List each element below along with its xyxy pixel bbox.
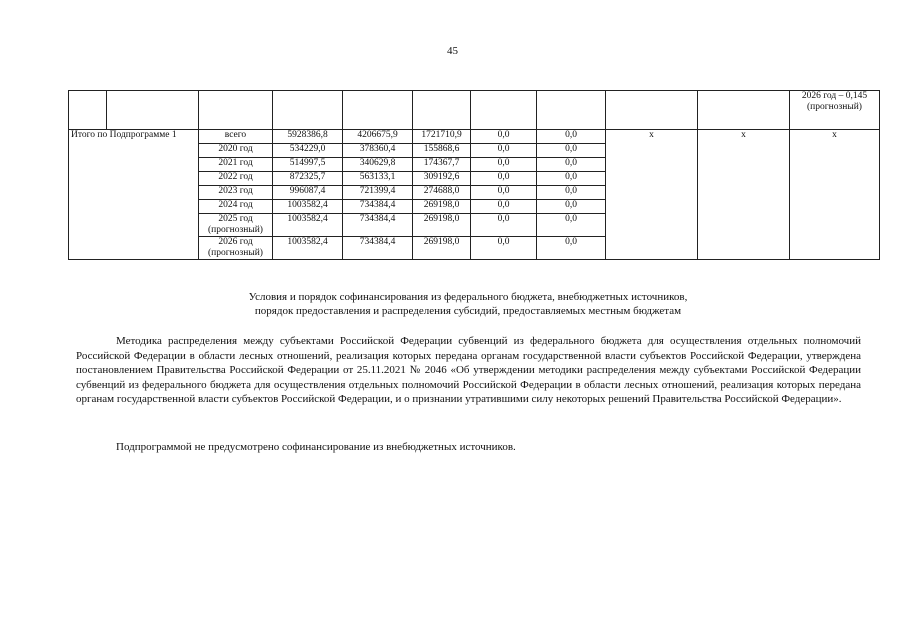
- value-cell: 174367,7: [413, 158, 471, 172]
- value-cell: 514997,5: [273, 158, 343, 172]
- period-cell: 2022 год: [199, 172, 273, 186]
- header-note-cell: 2026 год – 0,145 (прогнозный): [790, 91, 880, 130]
- section-heading: [68, 290, 868, 318]
- value-cell: 0,0: [537, 130, 606, 144]
- cofinancing-paragraph: Подпрограммой не предусмотрено софинансирование из внебюджетных источников.: [116, 441, 516, 453]
- value-cell: 0,0: [471, 172, 537, 186]
- value-cell: 0,0: [471, 214, 537, 237]
- period-cell: всего: [199, 130, 273, 144]
- section-heading-line: Условия и порядок софинансирования из федерального бюджета, внебюджетных источников,: [248, 291, 688, 303]
- value-cell: 0,0: [471, 130, 537, 144]
- methodology-paragraph: Методика распределения между субъектами Российской Федерации субвенций из федерального бюджета для осуществления отдельных полномочий Российской Федерации в области лесных отношений, реализация которых передана органам государственной власти субъектов Российской Федерации, утверждена постановлением Правительства Российской Федерации от 25.11.2021 № 2046 «Об утверждении методики распределения между субъектами Российской Федерации субвенций из федерального бюджета для осуществления отдельных полномочий Российской Федерации в области лесных отношений, реализация которых передана органам государственной власти субъектов Российской Федерации, и о признании утратившими силу некоторых решений Правительства Российской Федерации».: [76, 335, 861, 405]
- table-row: [69, 130, 880, 144]
- value-cell: 0,0: [537, 237, 606, 260]
- page-number: 45: [447, 45, 458, 57]
- value-cell: 734384,4: [343, 200, 413, 214]
- value-cell: 378360,4: [343, 144, 413, 158]
- period-cell: 2026 год (прогнозный): [199, 237, 273, 260]
- period-cell: 2023 год: [199, 186, 273, 200]
- value-cell: 1003582,4: [273, 237, 343, 260]
- period-cell: 2025 год (прогнозный): [199, 214, 273, 237]
- value-cell: 269198,0: [413, 237, 471, 260]
- value-cell: 734384,4: [343, 237, 413, 260]
- value-cell: 0,0: [537, 200, 606, 214]
- value-cell: 155868,6: [413, 144, 471, 158]
- value-cell: 1003582,4: [273, 214, 343, 237]
- budget-table: [68, 90, 880, 260]
- value-cell: 269198,0: [413, 200, 471, 214]
- value-cell: 5928386,8: [273, 130, 343, 144]
- value-cell: 0,0: [537, 172, 606, 186]
- section-heading-line: порядок предоставления и распределения субсидий, предоставляемых местным бюджетам: [254, 305, 682, 317]
- value-cell: 0,0: [471, 200, 537, 214]
- value-cell: 563133,1: [343, 172, 413, 186]
- value-cell: 340629,8: [343, 158, 413, 172]
- value-cell: 0,0: [537, 214, 606, 237]
- value-cell: 269198,0: [413, 214, 471, 237]
- value-cell: 0,0: [537, 144, 606, 158]
- value-cell: 309192,6: [413, 172, 471, 186]
- value-cell: 0,0: [471, 186, 537, 200]
- value-cell: 734384,4: [343, 214, 413, 237]
- x-cell: x: [790, 130, 880, 260]
- value-cell: 0,0: [471, 237, 537, 260]
- table-header-row: [69, 91, 880, 130]
- value-cell: 721399,4: [343, 186, 413, 200]
- value-cell: 0,0: [537, 186, 606, 200]
- value-cell: 996087,4: [273, 186, 343, 200]
- value-cell: 1721710,9: [413, 130, 471, 144]
- value-cell: 274688,0: [413, 186, 471, 200]
- value-cell: 0,0: [537, 158, 606, 172]
- value-cell: 1003582,4: [273, 200, 343, 214]
- period-cell: 2024 год: [199, 200, 273, 214]
- x-cell: x: [698, 130, 790, 260]
- x-cell: x: [606, 130, 698, 260]
- period-cell: 2021 год: [199, 158, 273, 172]
- value-cell: 872325,7: [273, 172, 343, 186]
- value-cell: 534229,0: [273, 144, 343, 158]
- value-cell: 0,0: [471, 158, 537, 172]
- value-cell: 4206675,9: [343, 130, 413, 144]
- row-label-cell: Итого по Подпрограмме 1: [69, 130, 199, 260]
- period-cell: 2020 год: [199, 144, 273, 158]
- value-cell: 0,0: [471, 144, 537, 158]
